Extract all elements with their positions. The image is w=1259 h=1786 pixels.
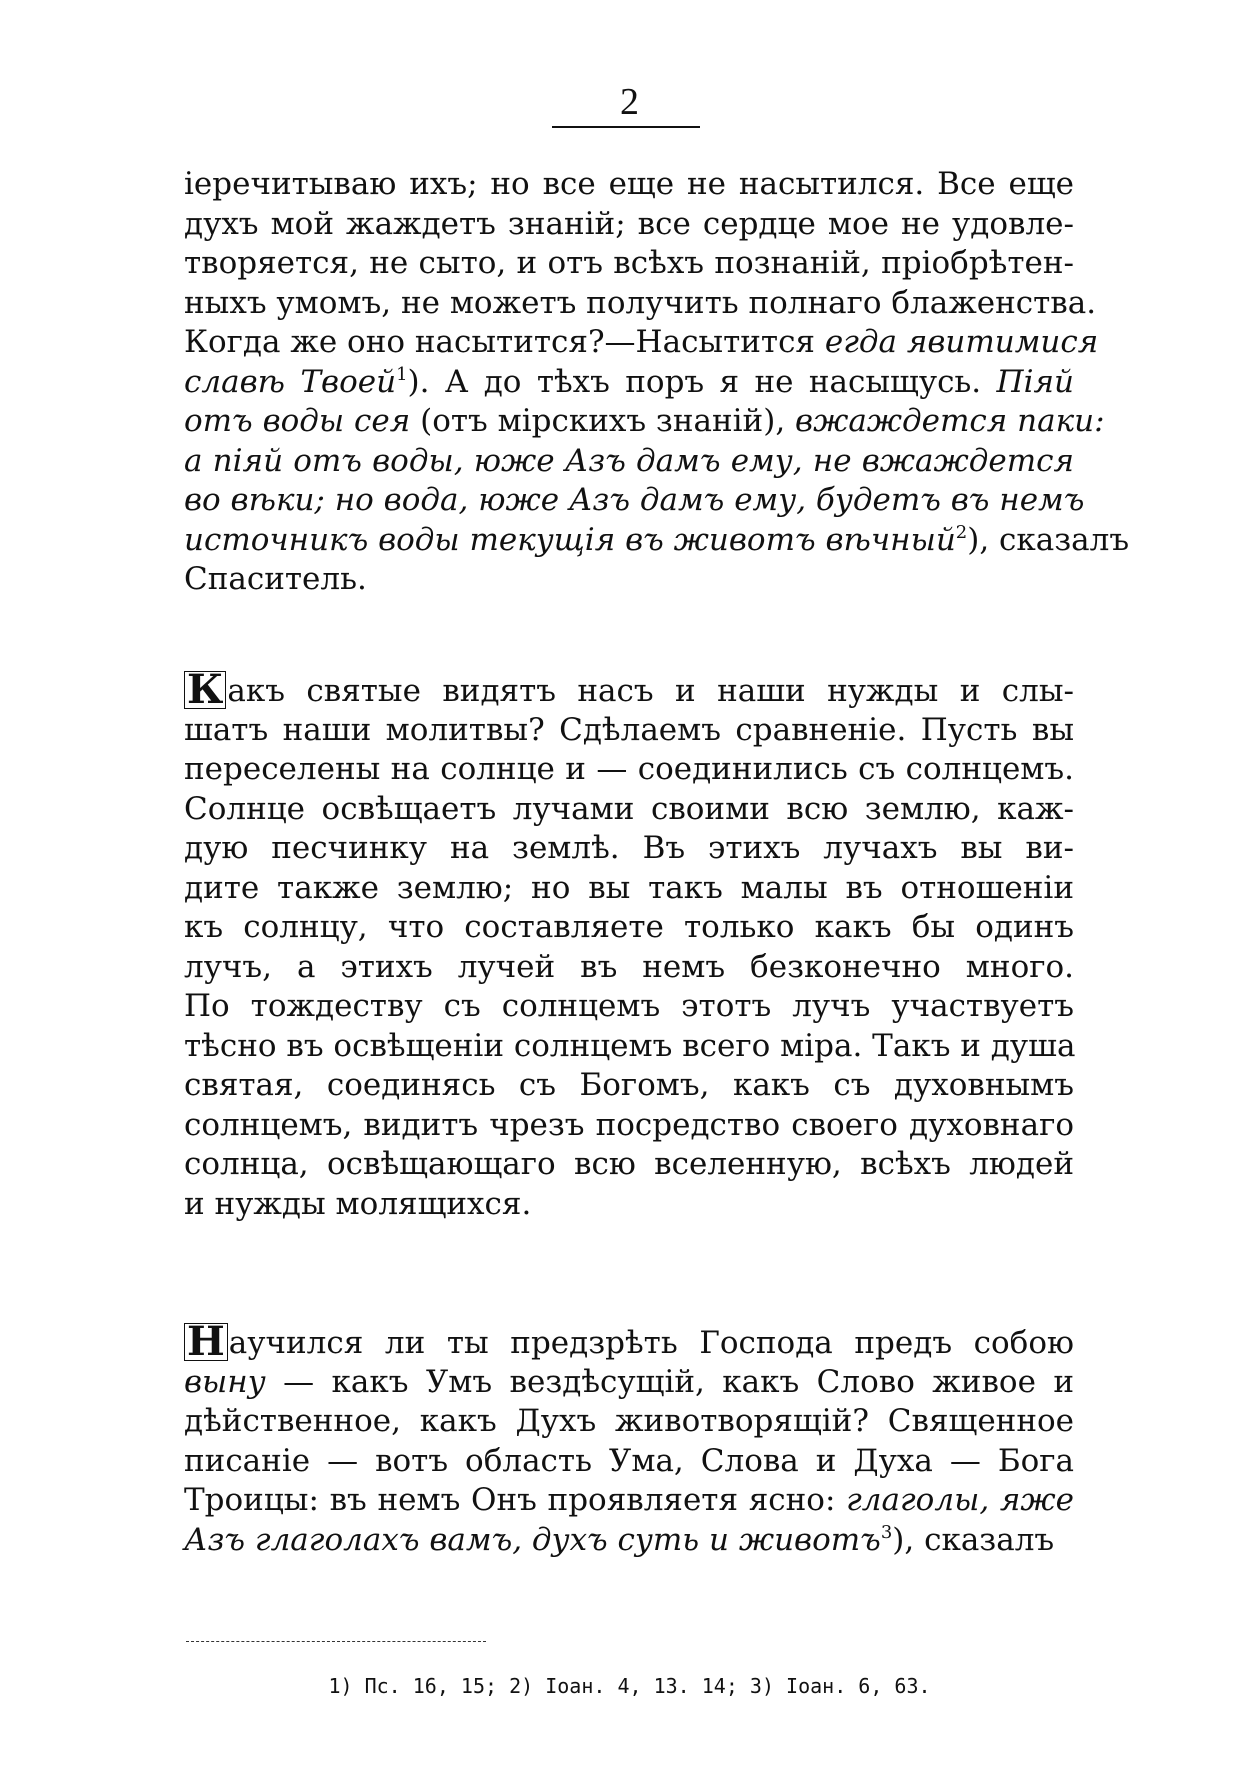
text-run: Когда же оно насытится?—Насытится [184,324,825,360]
text-run: ныхъ умомъ, не можетъ получить полнаго блаженства. [184,284,1097,321]
text-line [184,1185,1074,1225]
text-line [184,908,1074,948]
text-line [184,1027,1074,1067]
text-line [184,442,1074,482]
scripture-quote: славѣ Твоей [184,363,397,400]
text-run: аучился ли ты предзрѣть Господа предъ собою [228,1325,1074,1361]
text-line [184,1106,1074,1146]
text-line [184,205,1074,245]
footnote-ref: 2 [955,521,968,543]
text-run: дую песчинку на землѣ. Въ этихъ лучахъ вы ви- [184,830,1074,866]
scripture-quote: выну [184,1363,266,1400]
text-line [184,1442,1074,1482]
text-line [184,402,1105,442]
text-line [184,666,1074,713]
text-line [184,750,1074,790]
text-run: іеречитываю ихъ; но все еще не насытился. Все еще [184,166,1074,202]
text-run: писаніе — вотъ область Ума, Слова и Духа — Бога [184,1442,1074,1479]
text-line [184,165,1074,205]
text-run: По тождеству съ солнцемъ этотъ лучъ участвуетъ [184,988,1074,1024]
text-run: творяется, не сыто, и отъ всѣхъ познаній, пріобрѣтен- [184,245,1074,281]
page-number: 2 [620,81,639,123]
text-line [184,1402,1074,1442]
text-run: ), сказалъ [967,521,1130,558]
text-line [184,1521,1074,1561]
text-line [184,1318,1074,1365]
drop-cap: К [184,671,226,709]
scripture-quote: Піяй [996,363,1074,400]
scripture-quote: отъ воды сея [184,403,411,439]
text-run: тѣсно въ освѣщеніи солнцемъ всего міра. Такъ и душа [184,1027,1076,1064]
text-line [184,244,1074,284]
scripture-quote: источникъ воды текущія въ животъ вѣчный [184,521,956,558]
text-run: (отъ мірскихъ знаній), [410,403,796,439]
text-line [184,323,1099,363]
text-line [184,1481,1074,1521]
paragraph-1 [184,165,1130,600]
header-rule [552,126,700,128]
text-run: Троицы: въ немъ Онъ проявляетя ясно: [184,1482,847,1518]
text-line [184,363,1074,403]
text-run: ). А до тѣхъ поръ я не насыщусь. [407,363,997,400]
text-line [184,987,1074,1027]
text-run: духъ мой жаждетъ знаній; все сердце мое не удовле- [184,205,1074,242]
text-run: лучъ, а этихъ лучей въ немъ безконечно много. [184,948,1074,985]
text-run: переселены на солнце и — соединились съ солнцемъ. [184,751,1074,787]
text-line [184,948,1074,988]
paragraph-2 [184,666,1076,1224]
text-run: и нужды молящихся. [184,1185,532,1222]
text-run: Солнце освѣщаетъ лучами своими всю землю, каж- [184,790,1074,827]
footnote-rule [186,1641,486,1642]
text-run: дите также землю; но вы такъ малы въ отношеніи [184,869,1074,906]
footnote-ref: 1 [396,363,408,385]
text-run: солнца, освѣщающаго всю вселенную, всѣхъ людей [184,1146,1074,1182]
footnote-ref: 3 [880,1521,893,1543]
scripture-quote: во вѣки; но вода, юже Азъ дамъ ему, будетъ въ немъ [184,482,1085,518]
text-run: — какъ Умъ вездѣсущій, какъ Слово живое и [265,1363,1074,1400]
drop-cap: Н [184,1323,228,1361]
paragraph-3 [184,1318,1074,1560]
text-run: ), сказалъ [892,1521,1055,1558]
text-line [184,790,1074,830]
text-run: Спаситель. [184,561,367,597]
text-run: акъ святые видятъ насъ и наши нужды и слы- [227,673,1074,709]
scripture-quote: Азъ глаголахъ вамъ, духъ суть и животъ [184,1521,881,1558]
scripture-quote: вжаждется паки: [795,403,1105,439]
text-line [184,521,1130,561]
text-line [184,869,1074,909]
text-line [184,1363,1074,1403]
text-line [184,284,1097,324]
text-line [184,711,1074,751]
text-line [184,560,1074,600]
scripture-quote: а піяй отъ воды, юже Азъ дамъ ему, не вжаждется [184,442,1074,479]
text-line [184,1145,1074,1185]
scripture-quote: егда явитимися [824,324,1099,360]
text-run: къ солнцу, что составляете только какъ бы одинъ [184,909,1074,945]
scripture-quote: глаголы, яже [846,1482,1074,1518]
footnotes: 1) Пс. 16, 15; 2) Іоан. 4, 13. 14; 3) Іоан. 6, 63. [328,1674,931,1698]
text-line [184,1066,1074,1106]
text-run: шатъ наши молитвы? Сдѣлаемъ сравненіе. Пусть вы [184,711,1074,748]
text-run: солнцемъ, видитъ чрезъ посредство своего духовнаго [184,1106,1074,1143]
text-line [184,481,1085,521]
text-run: дѣйственное, какъ Духъ животворящій? Священное [184,1403,1074,1439]
text-run: святая, соединясь съ Богомъ, какъ съ духовнымъ [184,1067,1074,1103]
text-line [184,829,1074,869]
